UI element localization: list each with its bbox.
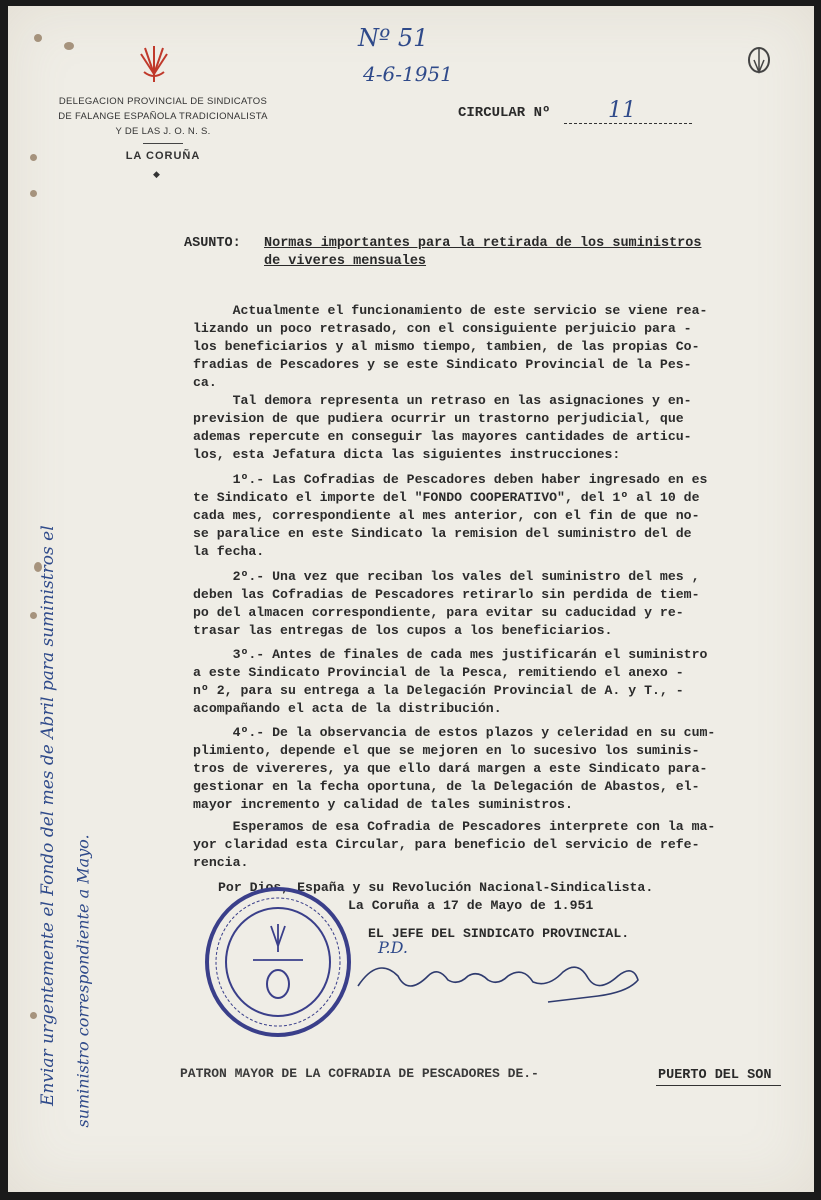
document-page <box>8 6 814 1192</box>
subject-label: ASUNTO: <box>184 236 241 251</box>
text-line: tros de vivereres, ya que ello dará margen a este Sindicato para- <box>193 761 708 776</box>
text-line: Actualmente el funcionamiento de este servicio se viene rea- <box>193 303 708 318</box>
addressee-place: PUERTO DEL SON <box>656 1068 781 1086</box>
text-line: gestionar en la fecha oportuna, de la Delegación de Abastos, el- <box>193 779 700 794</box>
handwritten-date: 4-6-1951 <box>363 62 453 86</box>
diamond-icon: ◆ <box>153 170 160 180</box>
text-line: deben las Cofradias de Pescadores retirarlo sin perdida de tiem- <box>193 587 700 602</box>
paragraph-2 <box>193 392 813 464</box>
text-line: 3º.- Antes de finales de cada mes justificarán el suministro <box>193 647 708 662</box>
letterhead-city: LA CORUÑA <box>125 150 201 162</box>
text-line: Tal demora representa un retraso en las asignaciones y en- <box>193 393 692 408</box>
closing-place-date: La Coruña a 17 de Mayo de 1.951 <box>348 898 594 913</box>
stain <box>30 154 37 161</box>
signature <box>348 946 648 1016</box>
paragraph-3 <box>193 471 813 561</box>
letterhead-line2: DE FALANGE ESPAÑOLA TRADICIONALISTA <box>58 111 268 122</box>
text-line: a este Sindicato Provincial de la Pesca, remitiendo el anexo - <box>193 665 684 680</box>
margin-note-line2: suministro correspondiente a Mayo. <box>73 834 93 1128</box>
text-line: Esperamos de esa Cofradia de Pescadores interprete con la ma- <box>193 819 716 834</box>
paragraph-1 <box>193 302 813 392</box>
text-line: ca. <box>193 375 217 390</box>
text-line: 4º.- De la observancia de estos plazos y celeridad en su cum- <box>193 725 716 740</box>
text-line: prevision de que pudiera ocurrir un trastorno perjudicial, que <box>193 411 684 426</box>
text-line: 1º.- Las Cofradias de Pescadores deben haber ingresado en es <box>193 472 708 487</box>
text-line: ademas repercute en conseguir las mayores cantidades de articu- <box>193 429 692 444</box>
pd-note: P.D. <box>378 938 408 957</box>
text-line: trasar las entregas de los cupos a los beneficiarios. <box>193 623 613 638</box>
yoke-arrows-emblem <box>139 44 169 86</box>
text-line: plimiento, depende el que se mejoren en lo sucesivo los suminis- <box>193 743 700 758</box>
stain <box>30 612 37 619</box>
text-line: se paralice en este Sindicato la remision del suministro del de <box>193 526 692 541</box>
circular-number-line <box>564 123 692 124</box>
letterhead-line3: Y DE LAS J. O. N. S. <box>115 126 211 137</box>
stain <box>30 1012 37 1019</box>
text-line: nº 2, para su entrega a la Delegación Provincial de A. y T., - <box>193 683 684 698</box>
letterhead-line1: DELEGACION PROVINCIAL DE SINDICATOS <box>58 96 268 107</box>
closing-motto: Por Dios, España y su Revolución Nacional-Sindicalista. <box>218 880 654 895</box>
text-line: te Sindicato el importe del "FONDO COOPERATIVO", del 1º al 10 de <box>193 490 700 505</box>
stain <box>64 42 74 50</box>
letterhead-rule <box>143 143 183 144</box>
text-line: mayor incremento y calidad de tales suministros. <box>193 797 573 812</box>
handwritten-number: Nº 51 <box>358 24 429 52</box>
text-line: lizando un poco retrasado, con el consiguiente perjuicio para - <box>193 321 692 336</box>
text-line: los beneficiarios y al mismo tiempo, tambien, de las propias Co- <box>193 339 700 354</box>
signer-title: EL JEFE DEL SINDICATO PROVINCIAL. <box>368 926 630 941</box>
text-line: los, esta Jefatura dicta las siguientes instrucciones: <box>193 447 621 462</box>
subject-line2: de viveres mensuales <box>264 254 427 269</box>
circular-label: CIRCULAR Nº <box>458 105 551 121</box>
stain <box>30 190 37 197</box>
subject-line1: Normas importantes para la retirada de los suministros <box>264 236 702 251</box>
seal-icon <box>746 46 772 82</box>
paragraph-5 <box>193 646 813 718</box>
text-line: rencia. <box>193 855 249 870</box>
margin-note-line1: Enviar urgentemente el Fondo del mes de Abril para suministros el <box>38 525 58 1106</box>
paragraph-7 <box>193 818 813 872</box>
text-line: la fecha. <box>193 544 265 559</box>
text-line: fradias de Pescadores y se este Sindicato Provincial de la Pes- <box>193 357 692 372</box>
stain <box>34 34 42 42</box>
text-line: 2º.- Una vez que reciban los vales del suministro del mes , <box>193 569 700 584</box>
official-stamp <box>203 884 353 1039</box>
paragraph-6 <box>193 724 813 814</box>
text-line: acompañando el acta de la distribución. <box>193 701 502 716</box>
text-line: po del almacen correspondiente, para evitar su caducidad y re- <box>193 605 684 620</box>
circular-number: 11 <box>608 98 636 123</box>
addressee-label: PATRON MAYOR DE LA COFRADIA DE PESCADORES DE.- <box>180 1066 539 1081</box>
paragraph-4 <box>193 568 813 640</box>
text-line: yor claridad esta Circular, para beneficio del servicio de refe- <box>193 837 700 852</box>
text-line: cada mes, correspondiente al mes anterior, con el fin de que no- <box>193 508 700 523</box>
